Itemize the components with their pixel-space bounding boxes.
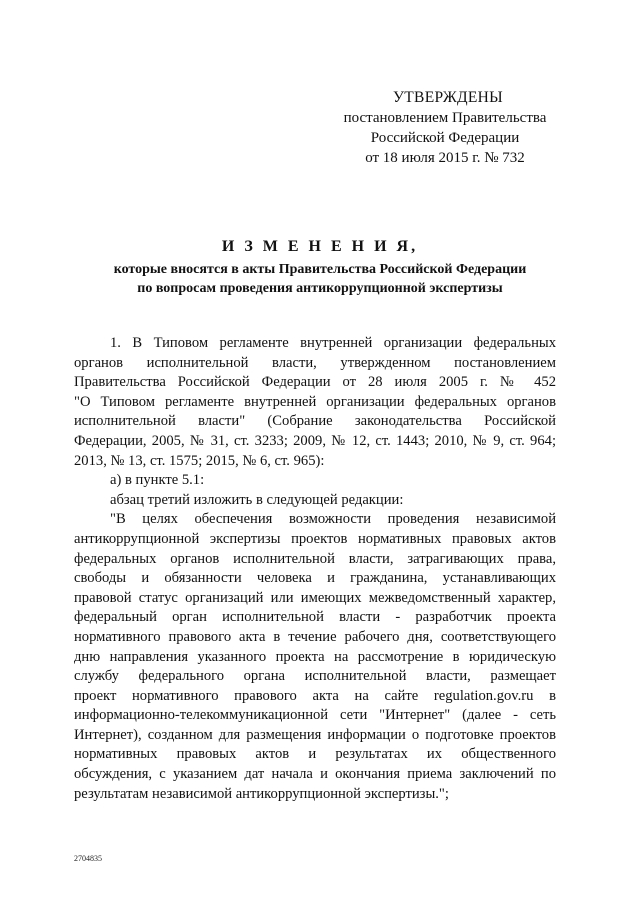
body-line: федеральный орган исполнительной власти - разработчик проекта (74, 609, 556, 626)
body-line: дню направления указанного проекта на рассмотрение в юридическую (74, 648, 556, 665)
body-line: нормативного правового акта в течение рабочего дня, соответствующего (74, 628, 556, 645)
body-line: а) в пункте 5.1: (110, 472, 205, 489)
document-body (74, 334, 556, 804)
body-line: информационно-телекоммуникационной сети "Интернет" (далее - сеть (74, 707, 556, 724)
body-line: службу федерального органа исполнительной власти, размещает (74, 668, 556, 685)
body-line: "В целях обеспечения возможности проведения независимой (110, 511, 556, 528)
document-title-block (60, 236, 580, 298)
body-line: результатам независимой антикоррупционной экспертизы."; (74, 785, 449, 802)
body-line: антикоррупционной экспертизы проектов нормативных правовых актов (74, 530, 556, 547)
body-line: органов исполнительной власти, утвержденном постановлением (74, 354, 556, 371)
body-line: Правительства Российской Федерации от 28 июля 2005 г. № 452 (74, 374, 556, 391)
body-line: проект нормативного правового акта на сайте regulation.gov.ru в (74, 687, 556, 704)
approval-line-2: постановлением Правительства (343, 110, 547, 126)
body-line: 2013, № 13, ст. 1575; 2015, № 6, ст. 965): (74, 452, 325, 469)
body-line: "О Типовом регламенте внутренней организации федеральных органов (74, 393, 556, 410)
approval-stamp (330, 88, 560, 168)
document-subtitle-line-2: по вопросам проведения антикоррупционной экспертизы (137, 281, 503, 296)
body-line: 1. В Типовом регламенте внутренней организации федеральных (110, 335, 556, 351)
body-line: свободы и обязанности человека и гражданина, устанавливающих (74, 570, 556, 587)
body-line: Федерации, 2005, № 31, ст. 3233; 2009, № 12, ст. 1443; 2010, № 9, ст. 964; (74, 432, 556, 449)
document-title: И З М Е Н Е Н И Я, (221, 238, 419, 255)
approval-line-4: от 18 июля 2015 г. № 732 (365, 150, 525, 166)
document-code: 2704835 (74, 854, 102, 863)
approval-line-3: Российской Федерации (370, 130, 520, 146)
body-line: правовой статус организаций или имеющих межведомственный характер, (74, 589, 556, 606)
approval-heading: УТВЕРЖДЕНЫ (393, 89, 503, 106)
body-line: нормативных правовых актов и результатах их общественного (74, 746, 556, 763)
body-line: исполнительной власти" (Собрание законодательства Российской (74, 413, 556, 430)
body-line: федеральных органов исполнительной власти, затрагивающих права, (74, 550, 556, 567)
body-line: Интернет), созданном для размещения информации о подготовке проектов (74, 726, 556, 743)
body-line: обсуждения, с указанием дат начала и окончания приема заключений по (74, 766, 556, 783)
document-subtitle-line-1: которые вносятся в акты Правительства Российской Федерации (113, 262, 527, 277)
body-line: абзац третий изложить в следующей редакции: (110, 491, 404, 508)
